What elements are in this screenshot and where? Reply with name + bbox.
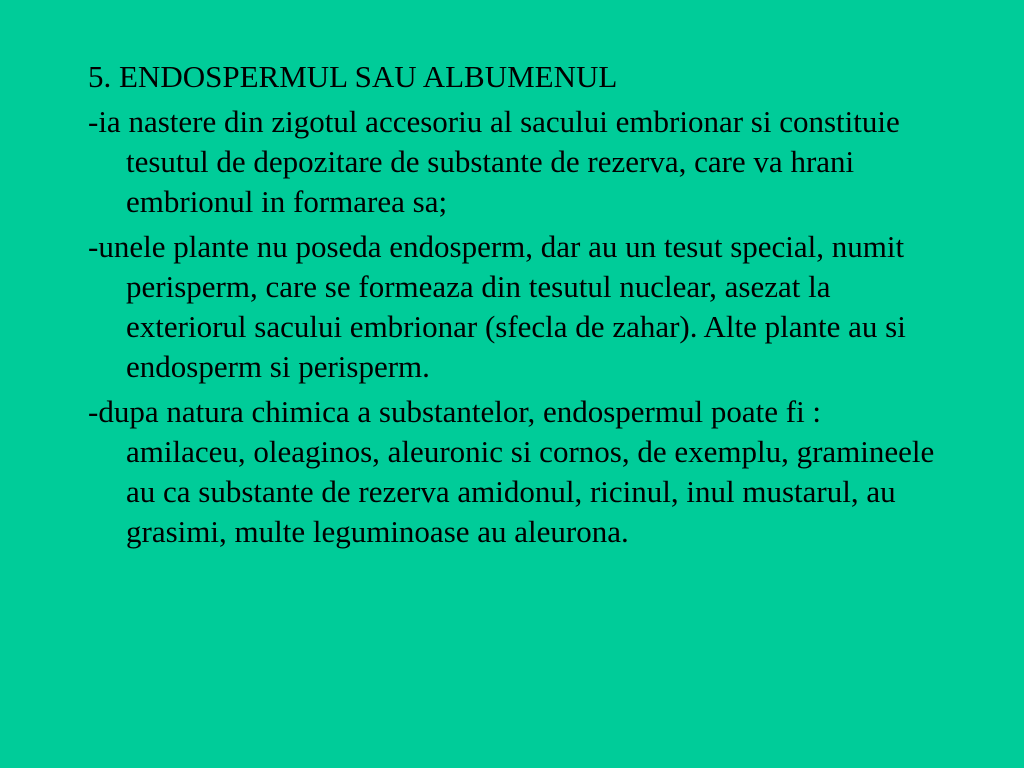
slide-content [88, 57, 948, 557]
paragraph-origin: -ia nastere din zigotul accesoriu al sacului embrionar si constituie tesutul de depozitare de substante de rezerva, care va hrani embrionul in formarea sa; [88, 104, 900, 219]
slide-heading: 5. ENDOSPERMUL SAU ALBUMENUL [88, 59, 618, 94]
paragraph-chemical-nature: -dupa natura chimica a substantelor, endospermul poate fi : amilaceu, oleaginos, aleuronic si cornos, de exemplu, gramineele au ca substante de rezerva amidonul, ricinul, inul mustarul, au grasimi, multe leguminoase au aleurona. [88, 394, 935, 549]
paragraph-perisperm: -unele plante nu poseda endosperm, dar au un tesut special, numit perisperm, care se formeaza din tesutul nuclear, asezat la exteriorul sacului embrionar (sfecla de zahar). Alte plante au si endosperm si perisperm. [88, 229, 906, 384]
